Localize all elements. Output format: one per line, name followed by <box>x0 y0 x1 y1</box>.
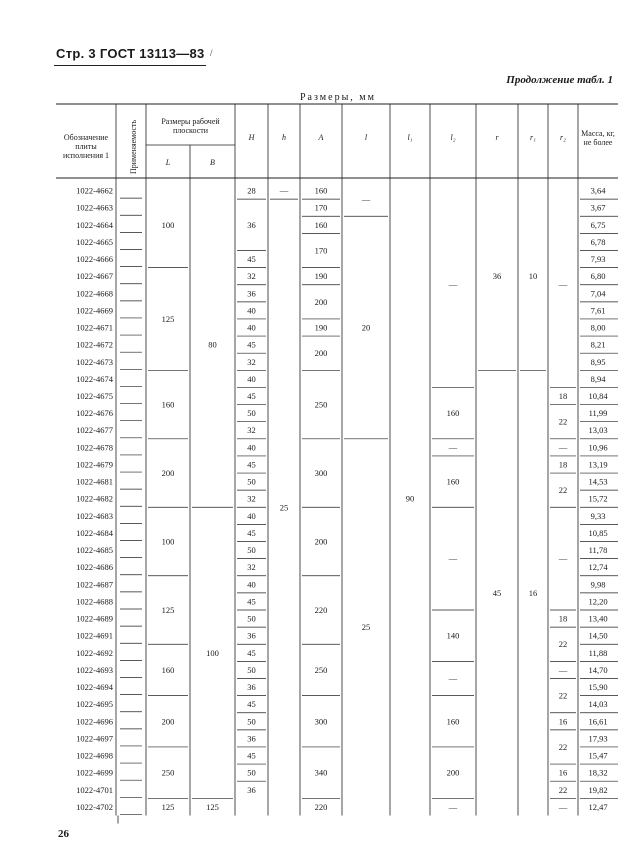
A-value: 170 <box>314 202 328 213</box>
row-mass: 9,98 <box>590 579 606 590</box>
row-mass: 10,96 <box>588 442 608 453</box>
row-designation: 1022-4678 <box>76 442 113 453</box>
applicability-header <box>129 112 141 174</box>
row-mass: 7,04 <box>590 288 606 299</box>
H-value: 36 <box>247 682 256 693</box>
page-number: 26 <box>58 828 69 840</box>
row-mass: 15,90 <box>588 682 608 693</box>
continuation-label: Продолжение табл. 1 <box>506 74 613 86</box>
h-value: 25 <box>279 502 289 513</box>
row-designation: 1022-4669 <box>76 305 113 316</box>
l1-header: l₁ <box>407 133 413 142</box>
row-designation: 1022-4693 <box>76 664 113 675</box>
r1-value: 16 <box>528 587 538 598</box>
dimensions-caption: Размеры, мм <box>300 92 376 103</box>
r2-value: 22 <box>558 639 568 650</box>
row-designation: 1022-4665 <box>76 236 113 247</box>
row-designation: 1022-4697 <box>76 733 113 744</box>
r-value: 36 <box>492 271 502 282</box>
l1-value: 90 <box>405 493 415 504</box>
A-value: 200 <box>314 296 328 307</box>
row-designation: 1022-4666 <box>76 254 113 265</box>
work-surface-header: плоскости <box>172 126 209 135</box>
r2-value: 22 <box>558 741 568 752</box>
H-value: 36 <box>247 288 256 299</box>
B-header: B <box>210 158 215 167</box>
row-mass: 14,70 <box>588 664 608 675</box>
designation-header: плиты <box>75 142 97 151</box>
A-value: 220 <box>314 605 328 615</box>
row-mass: 6,75 <box>590 219 606 230</box>
r2-value: 22 <box>558 784 568 795</box>
row-mass: 8,00 <box>590 322 606 333</box>
l-value: 20 <box>361 322 371 333</box>
row-designation: 1022-4689 <box>76 613 113 624</box>
l2-value: — <box>448 553 458 564</box>
H-value: 36 <box>247 219 256 230</box>
H-value: 32 <box>247 425 256 436</box>
A-value: 300 <box>314 468 328 479</box>
row-designation: 1022-4676 <box>76 408 113 419</box>
row-designation: 1022-4681 <box>76 476 113 487</box>
r2-value: 22 <box>558 416 568 427</box>
row-designation: 1022-4701 <box>76 784 113 795</box>
header-text: Стр. 3 ГОСТ 13113—83 <box>56 46 205 61</box>
row-mass: 12,20 <box>588 596 608 607</box>
A-value: 250 <box>314 664 328 675</box>
row-mass: 14,53 <box>588 476 608 487</box>
row-designation: 1022-4671 <box>76 322 113 333</box>
H-value: 45 <box>247 254 256 265</box>
H-value: 32 <box>247 562 256 573</box>
l-value: — <box>361 194 371 205</box>
l2-value: 160 <box>446 476 460 487</box>
row-mass: 7,61 <box>590 305 606 316</box>
H-value: 45 <box>247 391 256 401</box>
row-designation: 1022-4699 <box>76 767 113 778</box>
L-value: 100 <box>161 536 175 547</box>
L-value: 100 <box>161 219 175 230</box>
row-mass: 8,95 <box>590 356 606 367</box>
row-mass: 12,74 <box>588 562 608 573</box>
l2-value: — <box>448 801 458 812</box>
r2-header: r₂ <box>560 133 566 142</box>
row-mass: 6,78 <box>590 236 606 247</box>
L-value: 160 <box>161 399 175 410</box>
L-value: 200 <box>161 716 175 727</box>
L-value: 125 <box>161 605 175 615</box>
A-value: 340 <box>314 767 328 778</box>
row-designation: 1022-4695 <box>76 699 113 710</box>
H-value: 36 <box>247 733 256 744</box>
row-designation: 1022-4686 <box>76 562 113 573</box>
r1-value: 10 <box>528 271 538 282</box>
scan-mark: / <box>210 48 213 58</box>
row-designation: 1022-4674 <box>76 373 113 384</box>
A-value: 200 <box>314 536 328 547</box>
A-value: 250 <box>314 399 328 410</box>
r2-value: 16 <box>558 767 568 778</box>
row-designation: 1022-4673 <box>76 356 113 367</box>
row-designation: 1022-4662 <box>76 185 113 196</box>
row-mass: 15,72 <box>588 493 608 504</box>
H-value: 45 <box>247 527 256 538</box>
row-designation: 1022-4684 <box>76 527 113 538</box>
L-header: L <box>165 158 171 167</box>
row-designation: 1022-4691 <box>76 630 113 641</box>
r2-value: 18 <box>558 391 568 401</box>
H-value: 32 <box>247 356 256 367</box>
H-value: 40 <box>247 442 256 453</box>
row-designation: 1022-4694 <box>76 682 113 693</box>
l2-value: — <box>448 442 458 453</box>
row-designation: 1022-4677 <box>76 425 113 436</box>
row-designation: 1022-4685 <box>76 545 113 556</box>
l2-value: — <box>448 279 458 290</box>
H-value: 45 <box>247 699 256 710</box>
A-value: 160 <box>314 185 328 196</box>
H-value: 50 <box>247 664 256 675</box>
row-mass: 16,61 <box>588 716 608 727</box>
row-designation: 1022-4688 <box>76 596 113 607</box>
row-mass: 13,03 <box>588 425 608 436</box>
row-mass: 13,19 <box>588 459 608 470</box>
A-value: 300 <box>314 716 328 727</box>
H-value: 40 <box>247 373 256 384</box>
row-mass: 14,03 <box>588 699 608 710</box>
work-surface-header: Размеры рабочей <box>161 117 220 126</box>
H-value: 50 <box>247 545 256 556</box>
h-value: — <box>279 185 289 196</box>
B-value: 80 <box>208 339 217 350</box>
A-header: A <box>318 133 324 142</box>
row-mass: 13,40 <box>588 613 608 624</box>
mass-header: не более <box>583 138 613 147</box>
row-designation: 1022-4672 <box>76 339 113 350</box>
H-header: H <box>248 133 255 142</box>
row-mass: 3,64 <box>590 185 606 196</box>
H-value: 45 <box>247 596 256 607</box>
r-header: r <box>495 133 499 142</box>
r2-value: 18 <box>558 459 568 470</box>
H-value: 45 <box>247 647 256 658</box>
H-value: 50 <box>247 476 256 487</box>
designation-header: Обозначение <box>63 133 109 142</box>
row-designation: 1022-4683 <box>76 510 113 521</box>
row-designation: 1022-4682 <box>76 493 113 504</box>
r2-value: — <box>558 442 568 453</box>
l-header: l <box>364 133 368 142</box>
l2-value: — <box>448 673 458 684</box>
H-value: 50 <box>247 408 256 419</box>
row-mass: 9,33 <box>590 510 606 521</box>
H-value: 28 <box>247 185 256 196</box>
row-designation: 1022-4664 <box>76 219 113 230</box>
A-value: 200 <box>314 348 328 359</box>
L-value: 160 <box>161 664 175 675</box>
l2-value: 160 <box>446 716 460 727</box>
A-value: 160 <box>314 219 328 230</box>
r2-value: — <box>558 279 568 290</box>
r2-value: — <box>558 801 568 812</box>
h-header: h <box>282 133 286 142</box>
row-designation: 1022-4679 <box>76 459 113 470</box>
row-designation: 1022-4667 <box>76 271 113 282</box>
H-value: 40 <box>247 322 256 333</box>
B-value: 100 <box>206 647 219 658</box>
designation-header: исполнения 1 <box>62 151 110 160</box>
row-mass: 14,50 <box>588 630 608 641</box>
row-mass: 11,99 <box>588 408 608 419</box>
row-mass: 10,84 <box>588 391 608 401</box>
B-value: 125 <box>206 801 219 812</box>
r2-value: 16 <box>558 716 568 727</box>
row-designation: 1022-4663 <box>76 202 113 213</box>
H-value: 50 <box>247 613 256 624</box>
row-mass: 7,93 <box>590 254 606 265</box>
row-mass: 10,85 <box>588 527 608 538</box>
L-value: 250 <box>161 767 175 778</box>
row-designation: 1022-4692 <box>76 647 113 658</box>
H-value: 32 <box>247 271 256 282</box>
H-value: 45 <box>247 459 256 470</box>
H-value: 50 <box>247 767 256 778</box>
l2-value: 200 <box>446 767 460 778</box>
row-designation: 1022-4675 <box>76 391 113 401</box>
A-value: 190 <box>314 322 328 333</box>
H-value: 36 <box>247 630 256 641</box>
applicability-header-text: Применяемость <box>129 119 138 174</box>
L-value: 125 <box>161 313 175 324</box>
H-value: 40 <box>247 305 256 316</box>
row-mass: 17,93 <box>588 733 608 744</box>
row-mass: 11,78 <box>588 545 608 556</box>
r2-value: 18 <box>558 613 568 624</box>
H-value: 45 <box>247 750 256 761</box>
r1-header: r₁ <box>530 133 536 142</box>
l2-header: l₂ <box>450 133 456 142</box>
row-mass: 12,47 <box>588 801 608 812</box>
L-value: 200 <box>161 468 175 479</box>
row-designation: 1022-4698 <box>76 750 113 761</box>
row-designation: 1022-4687 <box>76 579 113 590</box>
row-designation: 1022-4668 <box>76 288 113 299</box>
A-value: 220 <box>314 801 328 812</box>
r2-value: 22 <box>558 690 568 701</box>
row-designation: 1022-4696 <box>76 716 113 727</box>
row-mass: 6,80 <box>590 271 606 282</box>
row-mass: 18,32 <box>588 767 608 778</box>
row-mass: 8,94 <box>590 373 606 384</box>
r2-value: — <box>558 664 568 675</box>
A-value: 190 <box>314 271 328 282</box>
H-value: 45 <box>247 339 256 350</box>
row-mass: 8,21 <box>590 339 606 350</box>
r2-value: — <box>558 553 568 564</box>
H-value: 36 <box>247 784 256 795</box>
l-value: 25 <box>361 622 371 633</box>
row-mass: 3,67 <box>590 202 606 213</box>
row-mass: 15,47 <box>588 750 608 761</box>
L-value: 125 <box>161 801 175 812</box>
row-designation: 1022-4702 <box>76 801 113 812</box>
r-value: 45 <box>492 587 502 598</box>
mass-header: Масса, кг, <box>581 129 615 138</box>
row-mass: 19,82 <box>588 784 608 795</box>
H-value: 40 <box>247 510 256 521</box>
H-value: 32 <box>247 493 256 504</box>
row-mass: 11,88 <box>588 647 608 658</box>
H-value: 50 <box>247 716 256 727</box>
l2-value: 140 <box>446 630 460 641</box>
l2-value: 160 <box>446 408 460 419</box>
A-value: 170 <box>314 245 328 256</box>
r2-value: 22 <box>558 485 568 496</box>
H-value: 40 <box>247 579 256 590</box>
